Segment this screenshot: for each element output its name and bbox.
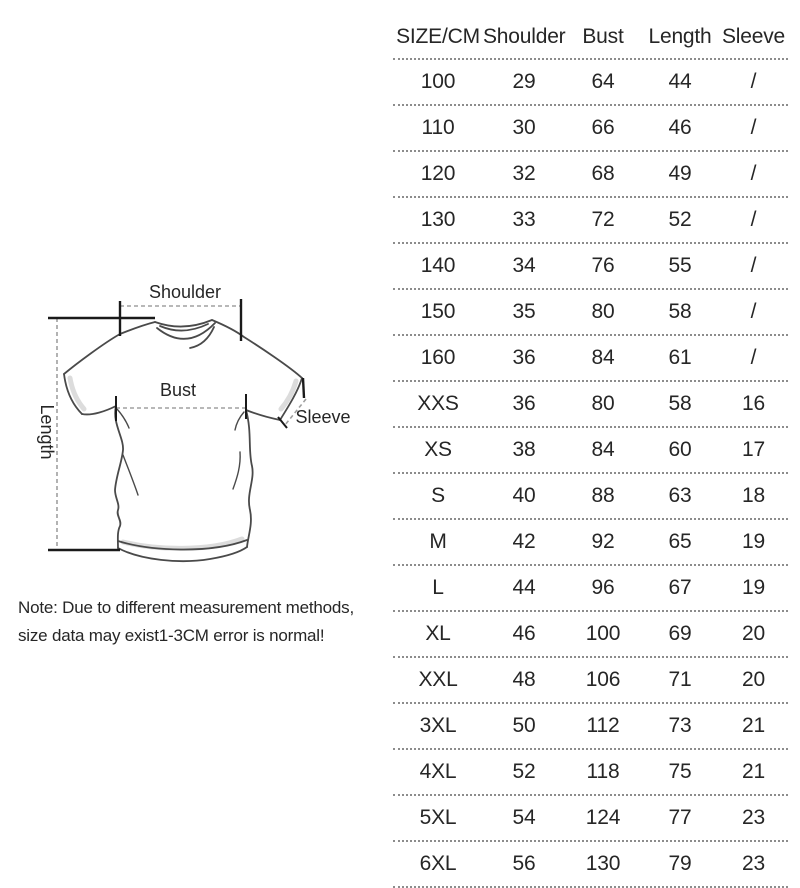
table-row-size-150: [393, 290, 788, 336]
table-cell: 106: [585, 668, 621, 691]
table-cell: 71: [668, 668, 692, 691]
table-cell: 67: [668, 576, 692, 599]
table-cell: 35: [512, 300, 536, 323]
table-cell: /: [750, 208, 757, 231]
table-cell: 64: [591, 70, 615, 93]
size-cell: 5XL: [419, 806, 457, 829]
size-cell: L: [432, 576, 444, 599]
table-cell: 55: [668, 254, 692, 277]
tshirt-diagram: [10, 268, 360, 580]
right-side-seam: [246, 410, 253, 547]
size-cell: XXL: [418, 668, 458, 691]
table-cell: 96: [591, 576, 615, 599]
table-cell: 77: [668, 806, 692, 829]
table-cell: 19: [742, 576, 765, 599]
table-cell: 75: [668, 760, 692, 783]
table-cell: 46: [668, 116, 692, 139]
table-cell: 60: [668, 438, 692, 461]
table-cell: 32: [512, 162, 536, 185]
table-cell: 17: [742, 438, 765, 461]
table-row-size-6xl: [393, 842, 788, 888]
size-cell: 150: [420, 300, 456, 323]
sleeve-label: Sleeve: [295, 407, 351, 427]
table-cell: 84: [591, 438, 615, 461]
size-chart-table: [393, 16, 788, 888]
table-cell: 30: [512, 116, 536, 139]
table-cell: 23: [742, 852, 765, 875]
table-cell: 79: [668, 852, 692, 875]
table-cell: 100: [585, 622, 621, 645]
table-row-size-4xl: [393, 750, 788, 796]
size-cell: 100: [420, 70, 456, 93]
size-cell: 3XL: [419, 714, 457, 737]
size-cell: M: [429, 530, 447, 553]
table-cell: 18: [742, 484, 765, 507]
size-cell: 140: [420, 254, 456, 277]
table-cell: 69: [668, 622, 692, 645]
table-cell: 124: [585, 806, 621, 829]
right-wrinkle: [233, 452, 240, 489]
table-row-size-100: [393, 60, 788, 106]
table-cell: /: [750, 346, 757, 369]
table-cell: 130: [585, 852, 621, 875]
table-cell: 34: [512, 254, 536, 277]
right-armpit-fold: [235, 412, 244, 430]
right-underarm: [246, 410, 280, 420]
table-cell: 54: [512, 806, 536, 829]
right-shoulder-seam: [212, 320, 302, 378]
measure-dashed-lines: [57, 306, 306, 550]
left-shoulder-seam: [64, 322, 155, 374]
table-cell: 58: [668, 392, 692, 415]
table-row-size-160: [393, 336, 788, 382]
table-cell: 58: [668, 300, 692, 323]
table-cell: 92: [591, 530, 615, 553]
size-cell: 6XL: [419, 852, 457, 875]
table-cell: 72: [591, 208, 615, 231]
left-underarm: [82, 406, 116, 414]
column-header-length: Length: [648, 25, 712, 48]
table-row-size-130: [393, 198, 788, 244]
table-cell: 112: [586, 714, 620, 737]
table-cell: 20: [742, 622, 765, 645]
table-cell: 84: [591, 346, 615, 369]
size-cell: S: [431, 484, 445, 507]
size-cell: XS: [424, 438, 452, 461]
table-cell: 23: [742, 806, 765, 829]
table-cell: 20: [742, 668, 765, 691]
size-cell: 160: [420, 346, 456, 369]
size-cell: 110: [421, 116, 455, 139]
table-row-size-xxl: [393, 658, 788, 704]
column-header-size-cm: SIZE/CM: [396, 25, 480, 48]
size-cell: 4XL: [419, 760, 457, 783]
column-header-bust: Bust: [582, 25, 624, 48]
table-cell: 16: [742, 392, 765, 415]
tshirt-outline: [64, 320, 302, 561]
table-cell: 61: [668, 346, 692, 369]
table-row-size-xs: [393, 428, 788, 474]
table-cell: /: [750, 70, 757, 93]
table-cell: 80: [591, 392, 615, 415]
left-armpit-fold: [117, 409, 129, 428]
table-cell: 21: [742, 714, 765, 737]
table-cell: /: [750, 254, 757, 277]
table-row-size-xxs: [393, 382, 788, 428]
table-cell: 73: [668, 714, 692, 737]
table-cell: /: [750, 300, 757, 323]
table-cell: 118: [586, 760, 620, 783]
size-note-line-1: Note: Due to different measurement methods,: [18, 598, 354, 617]
size-cell: 120: [420, 162, 456, 185]
table-header-row: [393, 16, 788, 60]
table-cell: 56: [512, 852, 536, 875]
left-wrinkle: [123, 455, 138, 495]
table-row-size-110: [393, 106, 788, 152]
table-cell: 49: [668, 162, 692, 185]
shoulder-label: Shoulder: [148, 282, 222, 302]
table-cell: 52: [512, 760, 536, 783]
size-cell: 130: [420, 208, 456, 231]
table-row-size-s: [393, 474, 788, 520]
table-cell: 68: [591, 162, 615, 185]
table-cell: 88: [591, 484, 615, 507]
table-cell: 66: [591, 116, 615, 139]
left-cuff-highlight: [70, 378, 84, 409]
size-note: [18, 594, 390, 650]
table-cell: 65: [668, 530, 692, 553]
size-cell: XXS: [417, 392, 459, 415]
measure-solid-lines: [48, 299, 304, 550]
table-cell: 48: [512, 668, 536, 691]
table-cell: 80: [591, 300, 615, 323]
length-label: Length: [37, 404, 57, 460]
table-cell: 52: [668, 208, 692, 231]
sleeve-bottom-tick: [278, 417, 287, 428]
table-cell: 42: [512, 530, 536, 553]
table-row-size-xl: [393, 612, 788, 658]
tshirt-highlights: [70, 378, 296, 548]
table-row-size-l: [393, 566, 788, 612]
table-cell: 21: [742, 760, 765, 783]
table-cell: 29: [512, 70, 536, 93]
table-cell: /: [750, 116, 757, 139]
table-cell: 63: [668, 484, 692, 507]
table-cell: 40: [512, 484, 536, 507]
table-cell: 36: [512, 346, 536, 369]
table-row-size-m: [393, 520, 788, 566]
sleeve-top-tick: [303, 378, 304, 398]
table-row-size-5xl: [393, 796, 788, 842]
table-row-size-3xl: [393, 704, 788, 750]
table-cell: 36: [512, 392, 536, 415]
table-cell: 50: [512, 714, 536, 737]
table-cell: 38: [512, 438, 536, 461]
size-note-line-2: size data may exist1-3CM error is normal!: [18, 626, 325, 645]
table-cell: 44: [668, 70, 692, 93]
table-cell: 33: [512, 208, 536, 231]
size-cell: XL: [425, 622, 451, 645]
table-cell: 46: [512, 622, 536, 645]
table-row-size-120: [393, 152, 788, 198]
column-header-sleeve: Sleeve: [721, 25, 785, 48]
column-header-shoulder: Shoulder: [483, 25, 566, 48]
table-cell: /: [750, 162, 757, 185]
table-cell: 44: [512, 576, 536, 599]
table-row-size-140: [393, 244, 788, 290]
left-side-seam: [115, 406, 123, 548]
bust-label: Bust: [159, 380, 197, 400]
table-cell: 19: [742, 530, 765, 553]
table-cell: 76: [591, 254, 615, 277]
table-body: [393, 60, 788, 888]
